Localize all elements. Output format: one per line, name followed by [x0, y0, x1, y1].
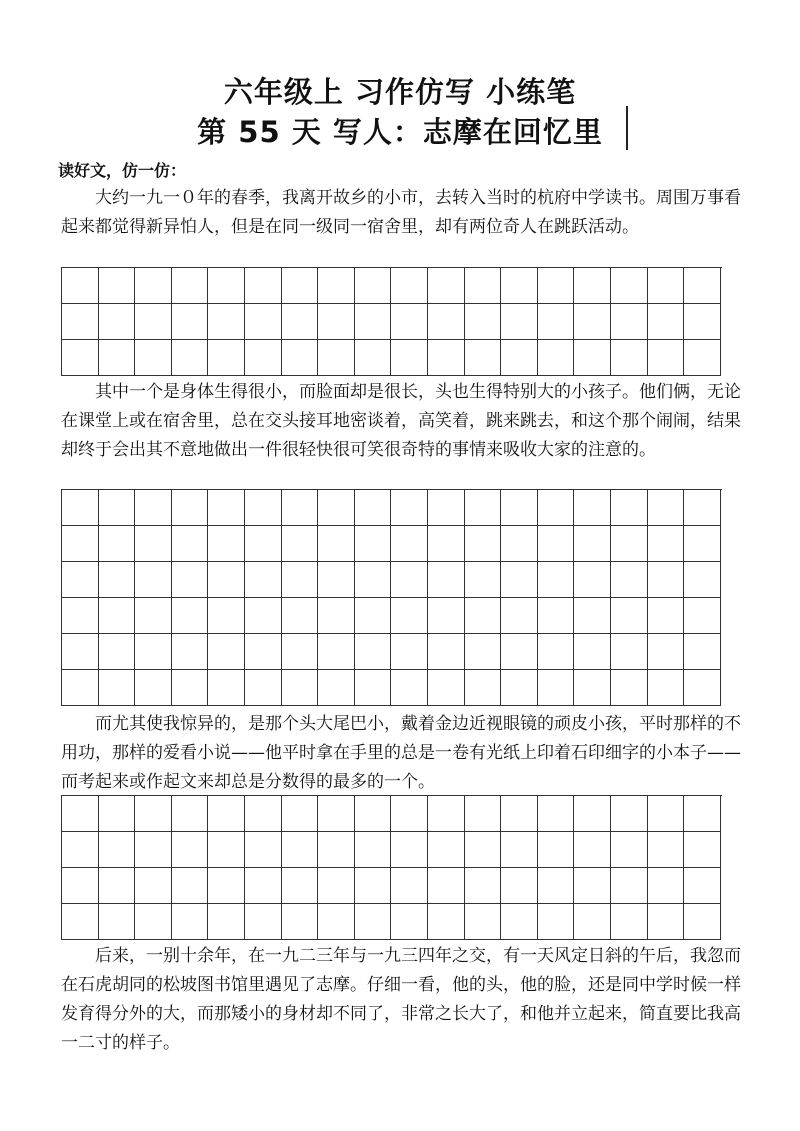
grid-cell[interactable]	[611, 796, 648, 832]
grid-cell[interactable]	[282, 904, 319, 940]
grid-cell[interactable]	[355, 796, 392, 832]
grid-cell[interactable]	[282, 562, 319, 598]
grid-cell[interactable]	[208, 796, 245, 832]
grid-cell[interactable]	[245, 868, 282, 904]
grid-cell[interactable]	[684, 904, 721, 940]
grid-cell[interactable]	[391, 598, 428, 634]
writing-grid-1[interactable]	[61, 267, 722, 376]
grid-cell[interactable]	[684, 340, 721, 376]
grid-cell[interactable]	[648, 562, 685, 598]
grid-cell[interactable]	[428, 904, 465, 940]
grid-cell[interactable]	[611, 868, 648, 904]
grid-cell[interactable]	[574, 670, 611, 706]
grid-cell[interactable]	[62, 490, 99, 526]
grid-cell[interactable]	[355, 832, 392, 868]
grid-cell[interactable]	[318, 268, 355, 304]
grid-cell[interactable]	[465, 868, 502, 904]
grid-cell[interactable]	[684, 868, 721, 904]
grid-cell[interactable]	[355, 634, 392, 670]
grid-cell[interactable]	[611, 526, 648, 562]
grid-cell[interactable]	[318, 562, 355, 598]
grid-cell[interactable]	[245, 634, 282, 670]
grid-cell[interactable]	[684, 268, 721, 304]
grid-cell[interactable]	[208, 904, 245, 940]
grid-cell[interactable]	[318, 832, 355, 868]
grid-cell[interactable]	[428, 526, 465, 562]
grid-cell[interactable]	[318, 340, 355, 376]
grid-cell[interactable]	[501, 796, 538, 832]
grid-cell[interactable]	[428, 562, 465, 598]
grid-cell[interactable]	[538, 562, 575, 598]
grid-cell[interactable]	[282, 868, 319, 904]
grid-cell[interactable]	[99, 796, 136, 832]
grid-cell[interactable]	[208, 670, 245, 706]
grid-cell[interactable]	[62, 670, 99, 706]
grid-cell[interactable]	[245, 832, 282, 868]
grid-cell[interactable]	[208, 526, 245, 562]
grid-cell[interactable]	[611, 670, 648, 706]
grid-cell[interactable]	[648, 832, 685, 868]
grid-cell[interactable]	[574, 904, 611, 940]
grid-cell[interactable]	[574, 340, 611, 376]
grid-cell[interactable]	[99, 526, 136, 562]
grid-cell[interactable]	[135, 526, 172, 562]
grid-cell[interactable]	[172, 490, 209, 526]
grid-cell[interactable]	[538, 904, 575, 940]
grid-cell[interactable]	[428, 832, 465, 868]
grid-cell[interactable]	[245, 268, 282, 304]
grid-cell[interactable]	[501, 268, 538, 304]
grid-cell[interactable]	[465, 340, 502, 376]
grid-cell[interactable]	[648, 598, 685, 634]
grid-cell[interactable]	[465, 832, 502, 868]
grid-cell[interactable]	[501, 904, 538, 940]
grid-cell[interactable]	[574, 562, 611, 598]
grid-cell[interactable]	[355, 562, 392, 598]
grid-cell[interactable]	[245, 526, 282, 562]
grid-cell[interactable]	[684, 562, 721, 598]
grid-cell[interactable]	[208, 634, 245, 670]
grid-cell[interactable]	[99, 340, 136, 376]
grid-cell[interactable]	[282, 796, 319, 832]
grid-cell[interactable]	[208, 490, 245, 526]
grid-cell[interactable]	[208, 868, 245, 904]
grid-cell[interactable]	[172, 562, 209, 598]
grid-cell[interactable]	[318, 526, 355, 562]
grid-cell[interactable]	[391, 796, 428, 832]
grid-cell[interactable]	[538, 796, 575, 832]
grid-cell[interactable]	[465, 304, 502, 340]
grid-cell[interactable]	[135, 490, 172, 526]
grid-cell[interactable]	[62, 562, 99, 598]
grid-cell[interactable]	[99, 670, 136, 706]
grid-cell[interactable]	[648, 670, 685, 706]
grid-cell[interactable]	[538, 526, 575, 562]
grid-cell[interactable]	[99, 268, 136, 304]
grid-cell[interactable]	[99, 490, 136, 526]
grid-cell[interactable]	[501, 304, 538, 340]
grid-cell[interactable]	[99, 598, 136, 634]
grid-cell[interactable]	[501, 340, 538, 376]
grid-cell[interactable]	[428, 868, 465, 904]
grid-cell[interactable]	[611, 268, 648, 304]
grid-cell[interactable]	[684, 598, 721, 634]
grid-cell[interactable]	[684, 796, 721, 832]
grid-cell[interactable]	[391, 304, 428, 340]
grid-cell[interactable]	[62, 304, 99, 340]
grid-cell[interactable]	[62, 904, 99, 940]
grid-cell[interactable]	[318, 490, 355, 526]
grid-cell[interactable]	[574, 598, 611, 634]
grid-cell[interactable]	[62, 796, 99, 832]
grid-cell[interactable]	[391, 634, 428, 670]
grid-cell[interactable]	[282, 598, 319, 634]
grid-cell[interactable]	[391, 832, 428, 868]
grid-cell[interactable]	[574, 304, 611, 340]
paragraph-3: 而尤其使我惊异的，是那个头大尾巴小，戴着金边近视眼镜的顽皮小孩，平时那样的不用功，那样的爱看小说——他平时拿在手里的总是一卷有光纸上印着石印细字的小本子——而考起来或作起文来却总是分数得的最多的一个。	[61, 714, 741, 792]
grid-cell[interactable]	[99, 904, 136, 940]
writing-grid-3[interactable]	[61, 795, 722, 940]
grid-cell[interactable]	[62, 832, 99, 868]
grid-cell[interactable]	[318, 904, 355, 940]
grid-cell[interactable]	[318, 796, 355, 832]
grid-cell[interactable]	[501, 490, 538, 526]
grid-cell[interactable]	[648, 634, 685, 670]
grid-cell[interactable]	[391, 526, 428, 562]
grid-cell[interactable]	[172, 304, 209, 340]
grid-cell[interactable]	[245, 304, 282, 340]
grid-cell[interactable]	[611, 304, 648, 340]
grid-cell[interactable]	[391, 268, 428, 304]
grid-cell[interactable]	[391, 490, 428, 526]
grid-cell[interactable]	[245, 490, 282, 526]
grid-cell[interactable]	[574, 796, 611, 832]
grid-cell[interactable]	[391, 340, 428, 376]
grid-cell[interactable]	[574, 490, 611, 526]
grid-cell[interactable]	[355, 526, 392, 562]
grid-cell[interactable]	[318, 598, 355, 634]
grid-cell[interactable]	[245, 670, 282, 706]
grid-cell[interactable]	[135, 796, 172, 832]
grid-cell[interactable]	[62, 634, 99, 670]
grid-cell[interactable]	[465, 526, 502, 562]
grid-cell[interactable]	[208, 340, 245, 376]
grid-cell[interactable]	[282, 526, 319, 562]
grid-cell[interactable]	[282, 832, 319, 868]
grid-cell[interactable]	[684, 526, 721, 562]
grid-cell[interactable]	[611, 562, 648, 598]
grid-cell[interactable]	[574, 868, 611, 904]
grid-cell[interactable]	[538, 340, 575, 376]
grid-cell[interactable]	[428, 268, 465, 304]
grid-cell[interactable]	[648, 304, 685, 340]
grid-cell[interactable]	[501, 634, 538, 670]
grid-cell[interactable]	[62, 526, 99, 562]
grid-cell[interactable]	[538, 634, 575, 670]
grid-cell[interactable]	[538, 832, 575, 868]
grid-cell[interactable]	[99, 562, 136, 598]
grid-cell[interactable]	[428, 670, 465, 706]
grid-cell[interactable]	[172, 598, 209, 634]
grid-cell[interactable]	[135, 832, 172, 868]
grid-cell[interactable]	[538, 670, 575, 706]
page-subtitle: 第 55 天 写人：志摩在回忆里	[197, 115, 603, 149]
grid-cell[interactable]	[355, 598, 392, 634]
grid-cell[interactable]	[355, 304, 392, 340]
grid-cell[interactable]	[172, 868, 209, 904]
grid-cell[interactable]	[135, 340, 172, 376]
grid-cell[interactable]	[135, 268, 172, 304]
grid-cell[interactable]	[648, 526, 685, 562]
grid-cell[interactable]	[574, 634, 611, 670]
grid-cell[interactable]	[538, 598, 575, 634]
grid-cell[interactable]	[282, 634, 319, 670]
grid-cell[interactable]	[318, 634, 355, 670]
grid-cell[interactable]	[135, 868, 172, 904]
grid-cell[interactable]	[465, 904, 502, 940]
grid-cell[interactable]	[501, 868, 538, 904]
grid-cell[interactable]	[135, 598, 172, 634]
grid-cell[interactable]	[648, 868, 685, 904]
grid-cell[interactable]	[245, 904, 282, 940]
grid-cell[interactable]	[172, 340, 209, 376]
grid-cell[interactable]	[684, 670, 721, 706]
grid-cell[interactable]	[172, 670, 209, 706]
grid-cell[interactable]	[208, 304, 245, 340]
grid-cell[interactable]	[391, 562, 428, 598]
grid-cell[interactable]	[465, 634, 502, 670]
grid-cell[interactable]	[428, 598, 465, 634]
grid-cell[interactable]	[501, 526, 538, 562]
grid-cell[interactable]	[391, 670, 428, 706]
page-title: 六年级上 习作仿写 小练笔	[223, 75, 577, 109]
grid-cell[interactable]	[135, 562, 172, 598]
grid-cell[interactable]	[611, 598, 648, 634]
grid-cell[interactable]	[501, 562, 538, 598]
paragraph-2: 其中一个是身体生得很小，而脸面却是很长，头也生得特别大的小孩子。他们俩，无论在课堂上或在宿舍里，总在交头接耳地密谈着，高笑着，跳来跳去，和这个那个闹闹，结果却终于会出其不意地做出一件很轻快很可笑很奇特的事情来吸收大家的注意的。	[61, 382, 741, 460]
grid-cell[interactable]	[355, 268, 392, 304]
grid-cell[interactable]	[611, 340, 648, 376]
section-label: 读好文，仿一仿：	[58, 161, 187, 180]
grid-cell[interactable]	[684, 832, 721, 868]
grid-cell[interactable]	[172, 832, 209, 868]
grid-cell[interactable]	[611, 832, 648, 868]
grid-cell[interactable]	[62, 268, 99, 304]
grid-cell[interactable]	[538, 304, 575, 340]
grid-cell[interactable]	[172, 634, 209, 670]
grid-cell[interactable]	[611, 490, 648, 526]
grid-cell[interactable]	[465, 796, 502, 832]
grid-cell[interactable]	[574, 526, 611, 562]
grid-cell[interactable]	[245, 340, 282, 376]
grid-cell[interactable]	[355, 670, 392, 706]
grid-cell[interactable]	[648, 490, 685, 526]
grid-cell[interactable]	[465, 490, 502, 526]
grid-cell[interactable]	[135, 670, 172, 706]
grid-cell[interactable]	[611, 904, 648, 940]
grid-cell[interactable]	[245, 562, 282, 598]
grid-cell[interactable]	[648, 268, 685, 304]
grid-cell[interactable]	[62, 598, 99, 634]
grid-cell[interactable]	[501, 670, 538, 706]
cursor-line	[626, 106, 628, 150]
grid-cell[interactable]	[501, 832, 538, 868]
grid-cell[interactable]	[62, 340, 99, 376]
grid-cell[interactable]	[428, 796, 465, 832]
grid-cell[interactable]	[648, 904, 685, 940]
grid-cell[interactable]	[318, 868, 355, 904]
grid-cell[interactable]	[684, 304, 721, 340]
grid-cell[interactable]	[428, 634, 465, 670]
grid-cell[interactable]	[391, 904, 428, 940]
grid-cell[interactable]	[465, 268, 502, 304]
grid-cell[interactable]	[501, 598, 538, 634]
grid-cell[interactable]	[135, 304, 172, 340]
grid-cell[interactable]	[538, 268, 575, 304]
grid-cell[interactable]	[574, 832, 611, 868]
grid-cell[interactable]	[282, 268, 319, 304]
grid-cell[interactable]	[245, 598, 282, 634]
grid-cell[interactable]	[574, 268, 611, 304]
grid-cell[interactable]	[282, 670, 319, 706]
grid-cell[interactable]	[172, 526, 209, 562]
grid-cell[interactable]	[282, 490, 319, 526]
grid-cell[interactable]	[99, 832, 136, 868]
grid-cell[interactable]	[684, 634, 721, 670]
grid-cell[interactable]	[428, 340, 465, 376]
grid-cell[interactable]	[208, 268, 245, 304]
grid-cell[interactable]	[135, 634, 172, 670]
grid-cell[interactable]	[208, 598, 245, 634]
grid-cell[interactable]	[465, 598, 502, 634]
grid-cell[interactable]	[465, 670, 502, 706]
grid-cell[interactable]	[355, 340, 392, 376]
grid-cell[interactable]	[465, 562, 502, 598]
grid-cell[interactable]	[355, 490, 392, 526]
grid-cell[interactable]	[538, 868, 575, 904]
grid-cell[interactable]	[245, 796, 282, 832]
grid-cell[interactable]	[355, 904, 392, 940]
grid-cell[interactable]	[611, 634, 648, 670]
grid-cell[interactable]	[208, 562, 245, 598]
paragraph-1: 大约一九一０年的春季，我离开故乡的小市，去转入当时的杭府中学读书。周围万事看起来都觉得新异怕人，但是在同一级同一宿舍里，却有两位奇人在跳跃活动。	[61, 188, 741, 237]
grid-cell[interactable]	[135, 904, 172, 940]
grid-cell[interactable]	[208, 832, 245, 868]
grid-cell[interactable]	[99, 868, 136, 904]
grid-cell[interactable]	[538, 490, 575, 526]
paragraph-4: 后来，一别十余年，在一九二三年与一九三四年之交，有一天风定日斜的午后，我忽而在石虎胡同的松坡图书馆里遇见了志摩。仔细一看，他的头，他的脸，还是同中学时候一样发育得分外的大，而那矮小的身材却不同了，非常之长大了，和他并立起来，简直要比我高一二寸的样子。	[61, 946, 741, 1053]
grid-cell[interactable]	[355, 868, 392, 904]
grid-cell[interactable]	[684, 490, 721, 526]
grid-cell[interactable]	[282, 340, 319, 376]
grid-cell[interactable]	[391, 868, 428, 904]
grid-cell[interactable]	[172, 268, 209, 304]
grid-cell[interactable]	[99, 304, 136, 340]
grid-cell[interactable]	[172, 904, 209, 940]
grid-cell[interactable]	[428, 490, 465, 526]
grid-cell[interactable]	[99, 634, 136, 670]
writing-grid-2[interactable]	[61, 489, 722, 706]
grid-cell[interactable]	[282, 304, 319, 340]
grid-cell[interactable]	[648, 340, 685, 376]
grid-cell[interactable]	[172, 796, 209, 832]
grid-cell[interactable]	[62, 868, 99, 904]
grid-cell[interactable]	[648, 796, 685, 832]
grid-cell[interactable]	[318, 670, 355, 706]
grid-cell[interactable]	[428, 304, 465, 340]
grid-cell[interactable]	[318, 304, 355, 340]
